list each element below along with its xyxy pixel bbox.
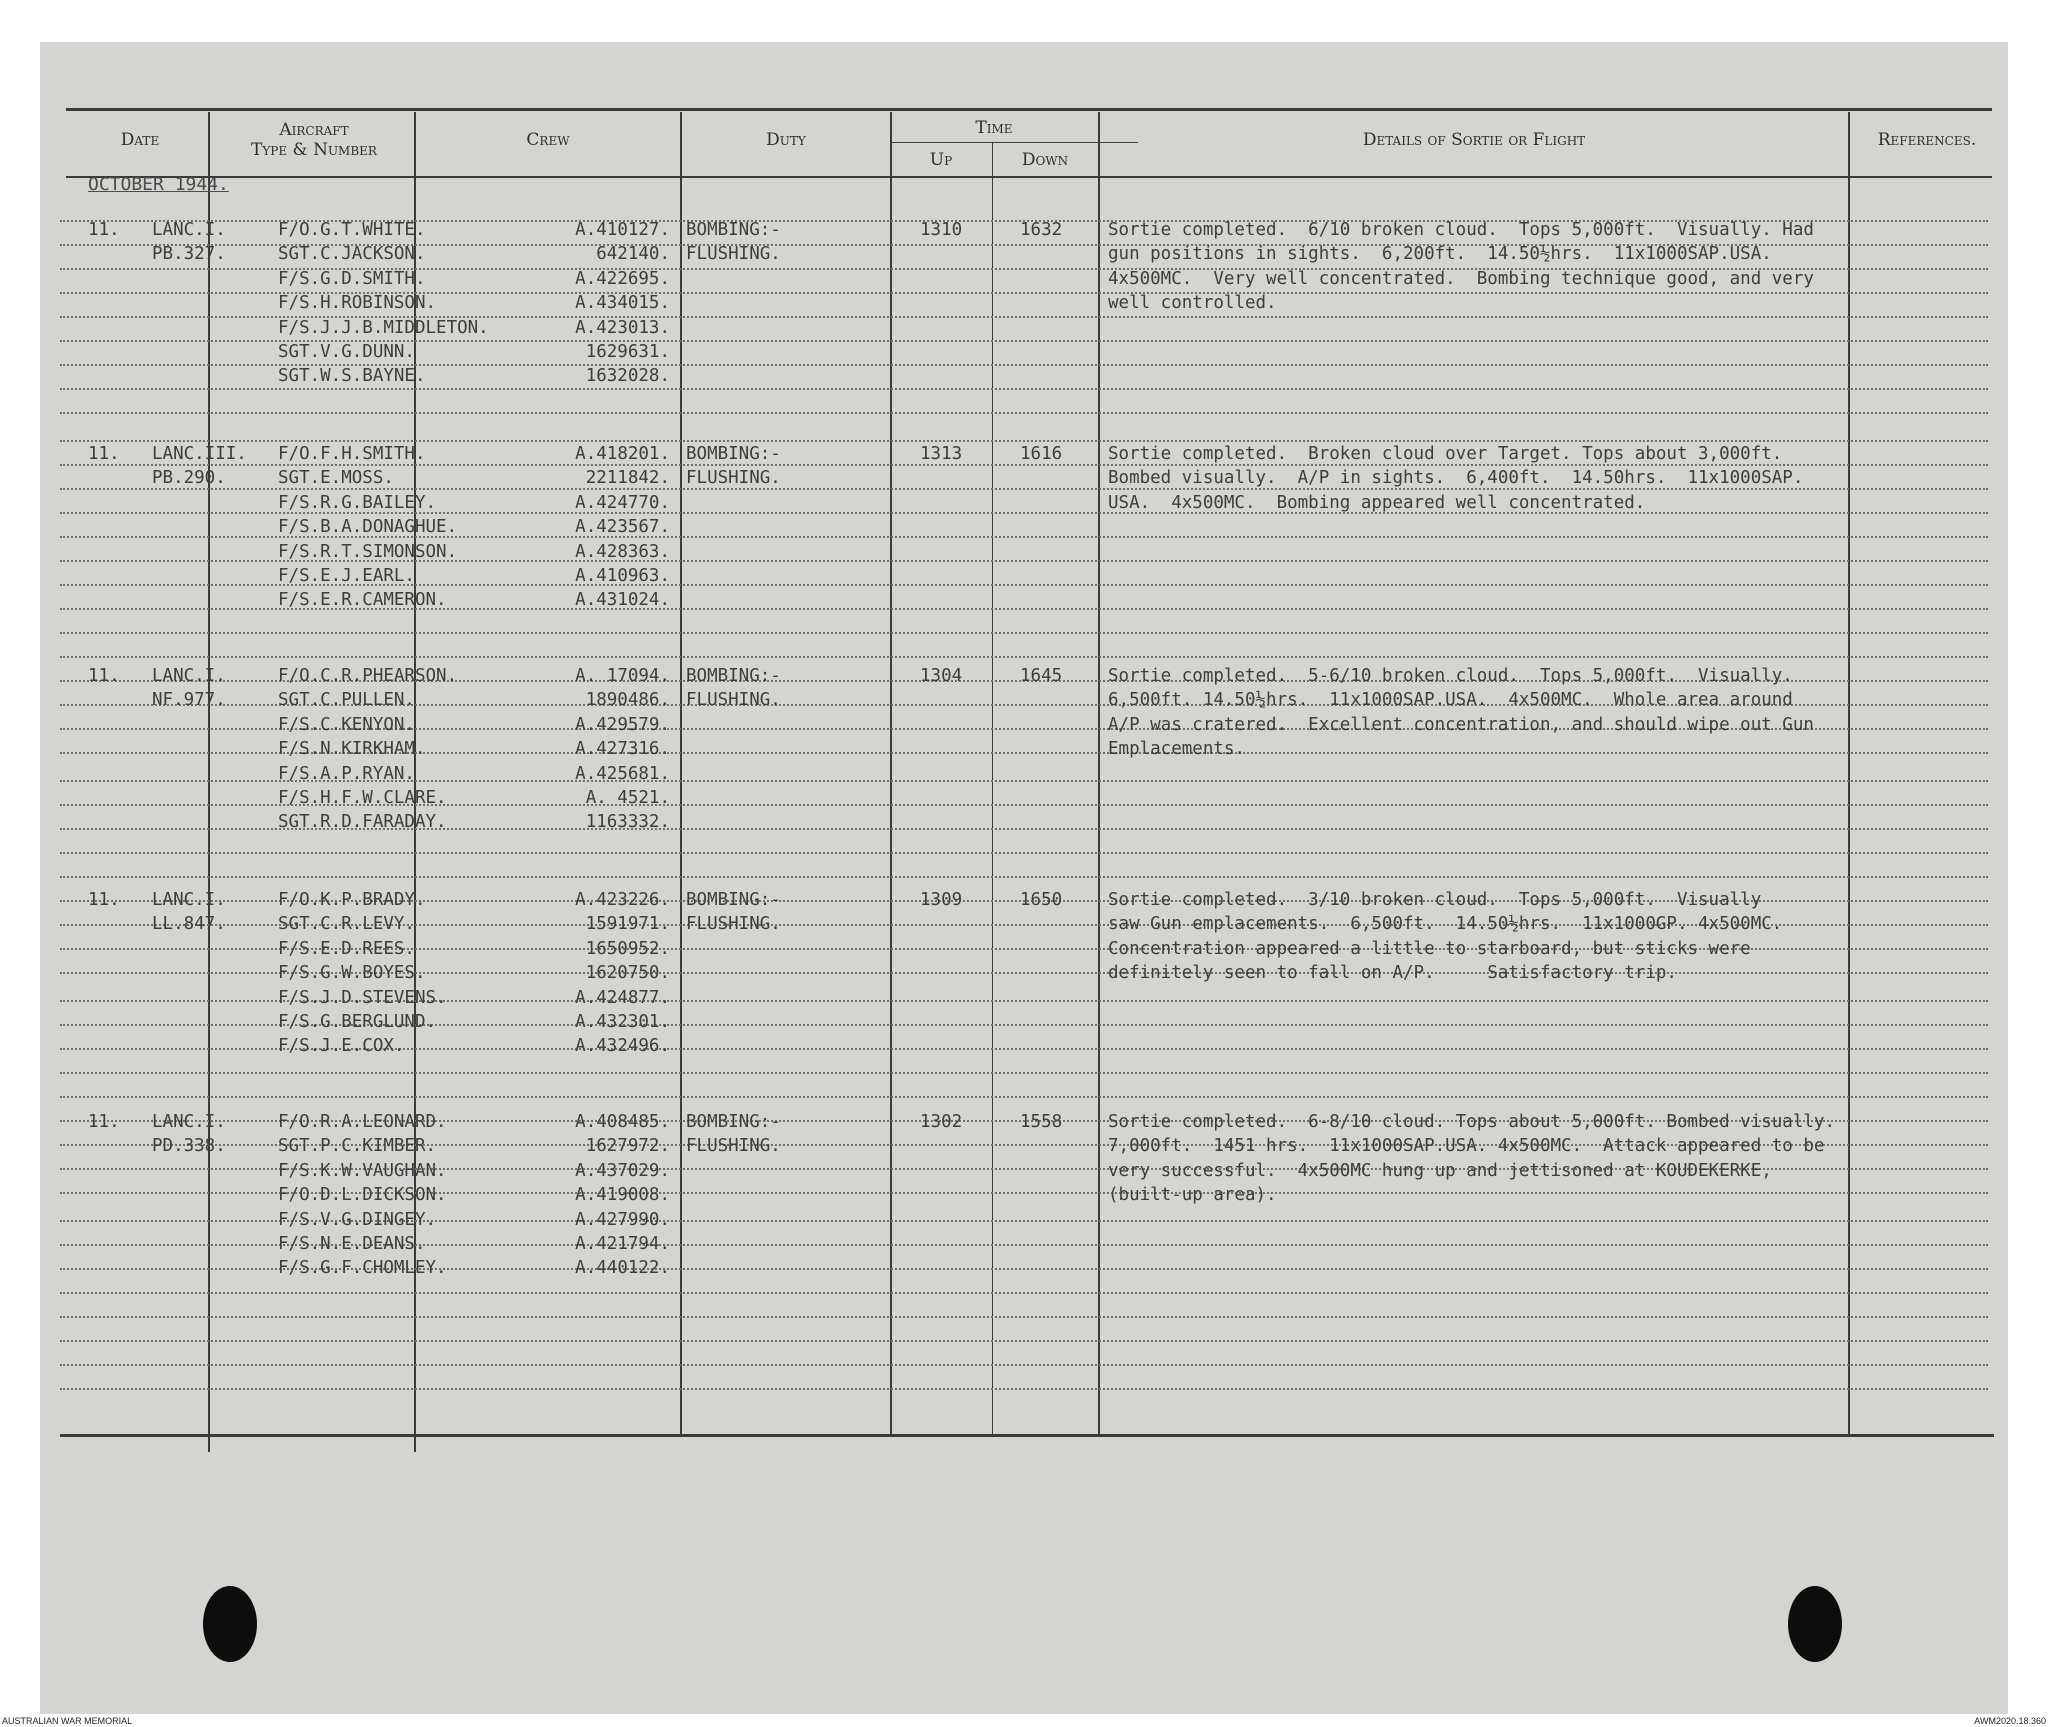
ledger-line [60, 1364, 1988, 1366]
duty-line2: FLUSHING. [686, 468, 781, 488]
time-down: 1650 [1020, 890, 1063, 910]
crew-name: F/S.J.E.COX. [278, 1036, 405, 1057]
crew-service-number: 1890486. [585, 690, 670, 711]
crew-name: F/O.R.A.LEONARD. [278, 1112, 447, 1132]
time-up: 1302 [920, 1112, 963, 1132]
aircraft-type: LANC.I. [152, 890, 226, 910]
crew-name: F/O.K.P.BRADY. [278, 890, 426, 910]
crew-service-number: A.408485. [575, 1112, 670, 1132]
crew-name: SGT.V.G.DUNN. [278, 342, 415, 362]
details-line: saw Gun emplacements. 6,500ft. 14.50½hrs. 11x1000GP. 4x500MC. [1108, 914, 1783, 935]
crew-service-number: A.440122. [575, 1258, 670, 1279]
time-down: 1558 [1020, 1112, 1063, 1132]
crew-name: F/S.J.D.STEVENS. [278, 987, 447, 1008]
aircraft-number: PD.338. [152, 1136, 226, 1156]
top-rule [66, 108, 1992, 111]
crew-service-number: A.419008. [575, 1185, 670, 1206]
aircraft-type: LANC.I. [152, 220, 226, 240]
header-aircraft [216, 120, 412, 160]
ledger-line [60, 412, 1988, 414]
aircraft-type: LANC.I. [152, 1112, 226, 1132]
crew-name: SGT.C.R.LEVY. [278, 914, 415, 935]
crew-name: F/S.V.G.DINGEY. [278, 1209, 437, 1230]
ledger-line [60, 1340, 1988, 1342]
details-line: Concentration appeared a little to starboard, but sticks were [1108, 938, 1751, 959]
crew-name: F/S.G.D.SMITH. [278, 268, 426, 289]
bottom-rule [60, 1434, 1994, 1437]
month-heading: OCTOBER 1944. [88, 174, 229, 195]
details-line: 4x500MC. Very well concentrated. Bombing technique good, and very [1108, 268, 1814, 289]
crew-service-number: A.432496. [575, 1036, 670, 1057]
crew-service-number: A.432301. [575, 1012, 670, 1032]
crew-name: SGT.E.MOSS. [278, 468, 394, 489]
header-aircraft-line2: Type & Number [251, 140, 377, 160]
crew-name: F/S.B.A.DONAGHUE. [278, 517, 458, 538]
crew-name: SGT.C.PULLEN. [278, 690, 415, 711]
header-up: Up [929, 150, 953, 170]
details-line: Emplacements. [1108, 739, 1245, 760]
aircraft-number: PB.327. [152, 244, 226, 264]
crew-service-number: 642140. [596, 244, 670, 265]
duty-line1: BOMBING:- [686, 444, 781, 464]
crew-name: SGT.R.D.FARADAY. [278, 812, 447, 833]
crew-service-number: A.423013. [575, 317, 670, 338]
sortie-date: 11. [88, 444, 120, 464]
crew-name: F/S.H.ROBINSON. [278, 293, 437, 314]
details-line: very successful. 4x500MC hung up and jettisoned at KOUDEKERKE, [1108, 1160, 1772, 1181]
time-down: 1616 [1020, 444, 1063, 464]
time-down: 1632 [1020, 220, 1063, 240]
details-line: Sortie completed. 3/10 broken cloud. Tops 5,000ft. Visually [1108, 890, 1762, 910]
crew-service-number: 1163332. [585, 812, 670, 833]
crew-name: F/S.K.W.VAUGHAN. [278, 1160, 447, 1181]
crew-name: F/S.N.E.DEANS. [278, 1234, 426, 1254]
duty-line2: FLUSHING. [686, 244, 781, 264]
crew-name: F/S.J.J.B.MIDDLETON. [278, 317, 489, 338]
footer-left: AUSTRALIAN WAR MEMORIAL [2, 1716, 133, 1726]
details-line: definitely seen to fall on A/P. Satisfactory trip. [1108, 963, 1677, 984]
details-line: USA. 4x500MC. Bombing appeared well concentrated. [1108, 492, 1646, 513]
crew-service-number: 2211842. [585, 468, 670, 489]
header-date: Date [120, 130, 160, 150]
col-divider [890, 112, 892, 1434]
header-crew: Crew [526, 130, 570, 150]
header-down: Down [1021, 150, 1069, 170]
details-line: Sortie completed. 6-8/10 cloud. Tops about 5,000ft. Bombed visually. [1108, 1112, 1835, 1132]
aircraft-type: LANC.III. [152, 444, 247, 464]
time-up: 1313 [920, 444, 963, 464]
crew-name: F/S.G.F.CHOMLEY. [278, 1258, 447, 1279]
crew-service-number: A.422695. [575, 268, 670, 289]
crew-name: F/S.E.D.REES. [278, 938, 415, 959]
details-line: 6,500ft. 14.50½hrs. 11x1000SAP.USA. 4x500MC. Whole area around [1108, 690, 1793, 711]
col-divider [680, 112, 682, 1434]
crew-name: SGT.P.C.KIMBER. [278, 1136, 437, 1157]
crew-service-number: A.431024. [575, 590, 670, 611]
sortie-details [1108, 664, 1968, 762]
crew-service-number: A.428363. [575, 541, 670, 562]
crew-service-number: A.427316. [575, 739, 670, 760]
crew-service-number: A. 17094. [575, 666, 670, 686]
binder-hole-right [1788, 1586, 1842, 1662]
crew-name: F/S.E.R.CAMERON. [278, 590, 447, 611]
sortie-details [1108, 218, 1968, 316]
details-line: (built-up area). [1108, 1185, 1277, 1206]
crew-name: F/S.R.T.SIMONSON. [278, 541, 458, 562]
duty-line2: FLUSHING. [686, 1136, 781, 1156]
sortie-details [1108, 1110, 1968, 1208]
crew-service-number: 1591971. [585, 914, 670, 935]
col-divider [208, 112, 210, 1452]
crew-service-number: 1632028. [585, 366, 670, 387]
crew-name: SGT.C.JACKSON. [278, 244, 426, 265]
col-divider [1098, 112, 1100, 1434]
crew-service-number: A.434015. [575, 293, 670, 314]
ledger-line [60, 852, 1988, 854]
sortie-date: 11. [88, 890, 120, 910]
crew-name: F/O.C.R.PHEARSON. [278, 666, 458, 686]
crew-name: F/S.G.BERGLUND. [278, 1012, 437, 1032]
crew-service-number: A.410127. [575, 220, 670, 240]
crew-name: F/S.H.F.W.CLARE. [278, 788, 447, 808]
ledger-line [60, 1072, 1988, 1074]
sortie-date: 11. [88, 666, 120, 686]
duty-line1: BOMBING:- [686, 666, 781, 686]
crew-service-number: A.423567. [575, 517, 670, 538]
crew-service-number: A.421794. [575, 1234, 670, 1254]
crew-service-number: A.425681. [575, 763, 670, 784]
details-line: 7,000ft. 1451 hrs. 11x1000SAP.USA. 4x500MC. Attack appeared to be [1108, 1136, 1825, 1157]
crew-service-number: A.423226. [575, 890, 670, 910]
ledger-line [60, 656, 1988, 658]
details-line: Sortie completed. 6/10 broken cloud. Tops 5,000ft. Visually. Had [1108, 220, 1814, 240]
crew-service-number: 1629631. [585, 342, 670, 362]
ledger-line [60, 1316, 1988, 1318]
details-line: well controlled. [1108, 293, 1277, 314]
crew-name: F/O.F.H.SMITH. [278, 444, 426, 464]
details-line: A/P was cratered. Excellent concentration, and should wipe out Gun [1108, 714, 1814, 735]
duty-line1: BOMBING:- [686, 220, 781, 240]
record-sheet [40, 42, 2008, 1714]
details-line: Sortie completed. Broken cloud over Target. Tops about 3,000ft. [1108, 444, 1783, 464]
time-sub-rule [890, 142, 1138, 143]
ledger-line [60, 632, 1988, 634]
crew-name: F/S.G.W.BOYES. [278, 963, 426, 984]
aircraft-number: NF.977. [152, 690, 226, 710]
header-bottom-rule [66, 176, 1992, 178]
details-line: gun positions in sights. 6,200ft. 14.50½hrs. 11x1000SAP.USA. [1108, 244, 1772, 265]
header-aircraft-line1: Aircraft [279, 120, 349, 140]
ledger-line [60, 1292, 1988, 1294]
crew-name: F/O.D.L.DICKSON. [278, 1185, 447, 1206]
sortie-date: 11. [88, 220, 120, 240]
crew-service-number: A.424877. [575, 987, 670, 1008]
col-divider [992, 142, 993, 1434]
time-up: 1304 [920, 666, 963, 686]
duty-line2: FLUSHING. [686, 914, 781, 934]
ledger-line [60, 1388, 1988, 1390]
ledger-line [60, 1096, 1988, 1098]
crew-service-number: 1650952. [585, 938, 670, 959]
aircraft-type: LANC.I. [152, 666, 226, 686]
header-time: Time [975, 118, 1013, 138]
crew-service-number: A.418201. [575, 444, 670, 464]
sortie-date: 11. [88, 1112, 120, 1132]
time-up: 1310 [920, 220, 963, 240]
crew-service-number: A. 4521. [585, 788, 670, 808]
crew-service-number: A.424770. [575, 492, 670, 513]
header-duty: Duty [766, 130, 806, 150]
time-up: 1309 [920, 890, 963, 910]
crew-service-number: A.429579. [575, 714, 670, 735]
crew-service-number: 1627972. [585, 1136, 670, 1157]
aircraft-number: LL.847. [152, 914, 226, 934]
sortie-details [1108, 888, 1968, 986]
details-line: Sortie completed. 5-6/10 broken cloud. Tops 5,000ft. Visually. [1108, 666, 1793, 686]
ledger-line [60, 876, 1988, 878]
time-down: 1645 [1020, 666, 1063, 686]
duty-line2: FLUSHING. [686, 690, 781, 710]
crew-service-number: A.427990. [575, 1209, 670, 1230]
aircraft-number: PB.290. [152, 468, 226, 488]
header-references: References. [1877, 130, 1977, 150]
crew-name: F/O.G.T.WHITE. [278, 220, 426, 240]
crew-name: F/S.E.J.EARL. [278, 566, 415, 586]
crew-service-number: 1620750. [585, 963, 670, 984]
footer-right: AWM2020.18.360 [1974, 1716, 2046, 1726]
sortie-details [1108, 442, 1968, 515]
details-line: Bombed visually. A/P in sights. 6,400ft. 14.50hrs. 11x1000SAP. [1108, 468, 1804, 489]
crew-name: F/S.N.KIRKHAM. [278, 739, 426, 760]
crew-name: F/S.C.KENYON. [278, 714, 415, 735]
header-details: Details of Sortie or Flight [1362, 130, 1586, 150]
duty-line1: BOMBING:- [686, 1112, 781, 1132]
duty-line1: BOMBING:- [686, 890, 781, 910]
binder-hole-left [203, 1586, 257, 1662]
crew-service-number: A.437029. [575, 1160, 670, 1181]
crew-name: F/S.A.P.RYAN. [278, 763, 415, 784]
crew-name: SGT.W.S.BAYNE. [278, 366, 426, 387]
crew-service-number: A.410963. [575, 566, 670, 586]
crew-name: F/S.R.G.BAILEY. [278, 492, 437, 513]
